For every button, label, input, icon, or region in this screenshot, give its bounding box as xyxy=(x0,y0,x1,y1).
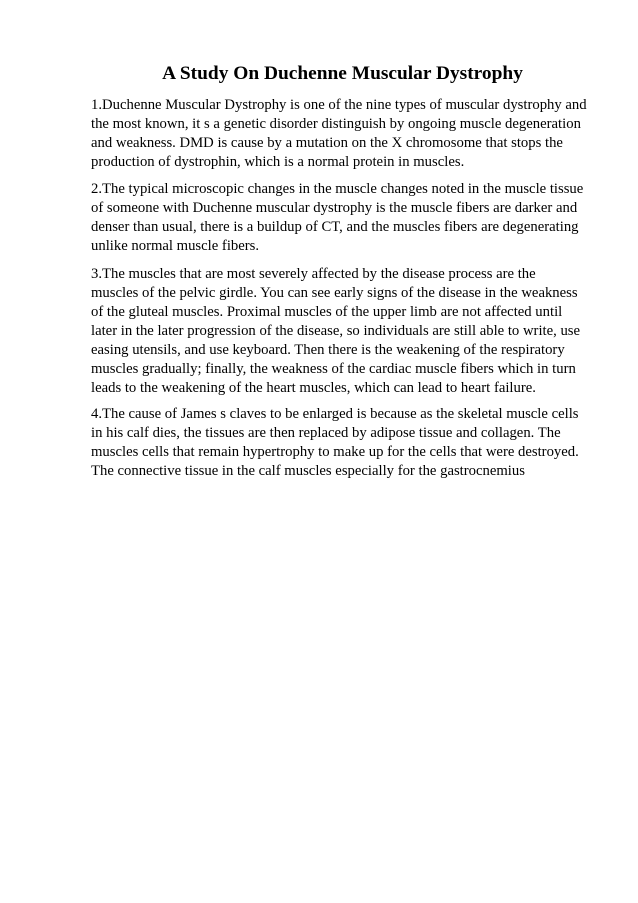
paragraph-line: muscles cells that remain hypertrophy to make up for the cells that were destroyed. xyxy=(91,444,579,460)
paragraph-line: muscles gradually; finally, the weakness of the cardiac muscle fibers which in turn xyxy=(91,361,576,377)
paragraph-line: 3.The muscles that are most severely affected by the disease process are the xyxy=(91,266,536,282)
paragraph-line: muscles of the pelvic girdle. You can see early signs of the disease in the weakness xyxy=(91,285,578,301)
paragraph-1 xyxy=(91,96,591,172)
paragraph-line: unlike normal muscle fibers. xyxy=(91,238,260,254)
paragraph-line: denser than usual, there is a buildup of CT, and the muscles fibers are degenerating xyxy=(91,219,579,235)
paragraph-line: in his calf dies, the tissues are then replaced by adipose tissue and collagen. The xyxy=(91,425,561,441)
paragraph-line: easing utensils, and use keyboard. Then there is the weakening of the respiratory xyxy=(91,342,565,358)
paragraph-line: 1.Duchenne Muscular Dystrophy is one of the nine types of muscular dystrophy and xyxy=(91,97,587,113)
paragraph-line: leads to the weakening of the heart muscles, which can lead to heart failure. xyxy=(91,380,536,396)
paragraph-4 xyxy=(91,405,591,481)
paragraph-line: 4.The cause of James s claves to be enlarged is because as the skeletal muscle cells xyxy=(91,406,579,422)
document-title: A Study On Duchenne Muscular Dystrophy xyxy=(162,63,523,84)
paragraph-line: and weakness. DMD is cause by a mutation on the X chromosome that stops the xyxy=(91,135,563,151)
paragraph-3 xyxy=(91,265,591,398)
paragraph-line: of someone with Duchenne muscular dystrophy is the muscle fibers are darker and xyxy=(91,200,578,216)
paragraph-line: The connective tissue in the calf muscles especially for the gastrocnemius xyxy=(91,463,525,479)
paragraph-line: of the gluteal muscles. Proximal muscles of the upper limb are not affected until xyxy=(91,304,563,320)
paragraph-2 xyxy=(91,180,591,256)
paragraph-line: the most known, it s a genetic disorder distinguish by ongoing muscle degeneration xyxy=(91,116,581,132)
paragraph-line: production of dystrophin, which is a normal protein in muscles. xyxy=(91,154,465,170)
paragraph-line: 2.The typical microscopic changes in the muscle changes noted in the muscle tissue xyxy=(91,181,584,197)
paragraph-line: later in the later progression of the disease, so individuals are still able to write, use xyxy=(91,323,581,339)
